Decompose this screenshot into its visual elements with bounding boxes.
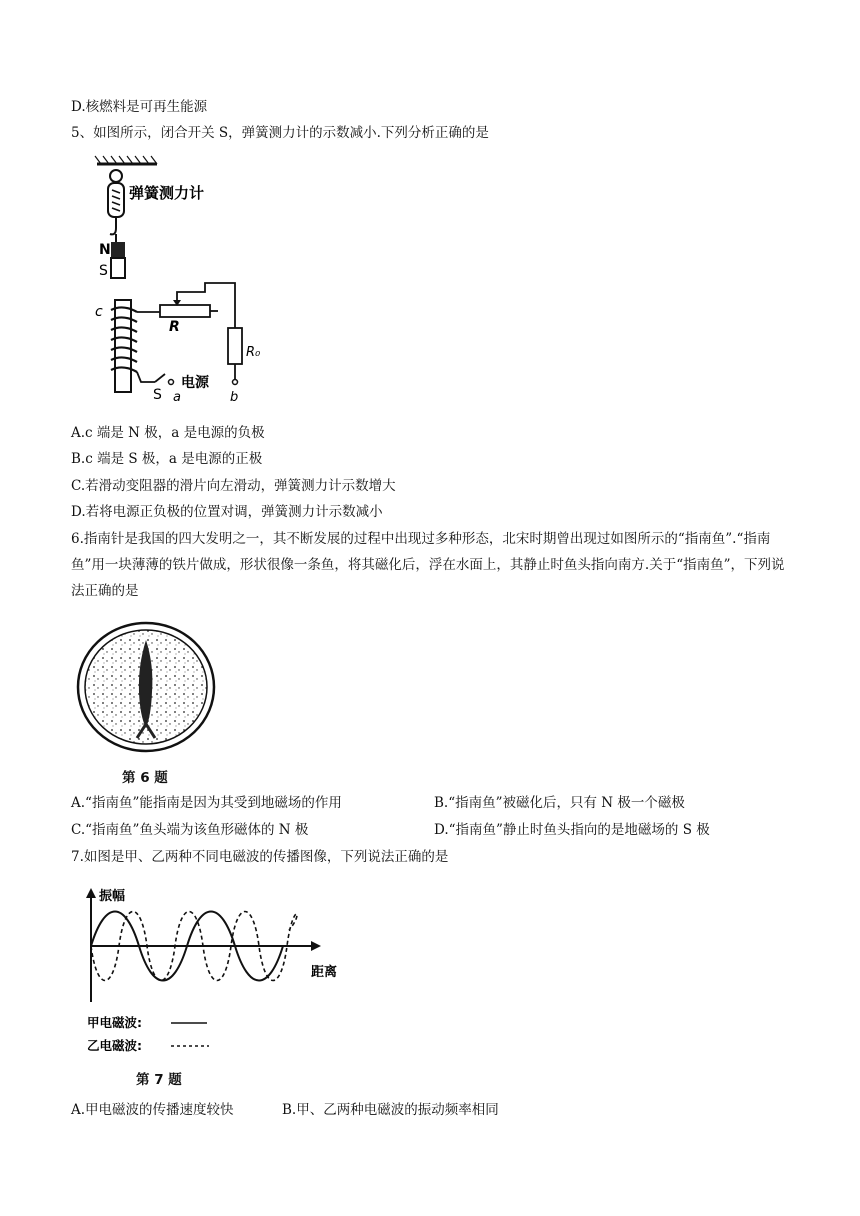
- q6-stem: 6.指南针是我国的四大发明之一，其不断发展的过程中出现过多种形态，北宋时期曾出现过如图所示的“指南鱼”.“指南鱼”用一块薄薄的铁片做成，形状很像一条鱼，将其磁化后，浮在水面上，其静止时鱼头指向南方.关于“指南鱼”，下列说法正确的是: [71, 531, 785, 599]
- q5-option-c: C.若滑动变阻器的滑片向左滑动，弹簧测力计示数增大: [71, 478, 396, 494]
- legend-yi: 乙电磁波:: [87, 1038, 142, 1053]
- q5-circuit-figure: [85, 150, 285, 410]
- q6-option-a: A.“指南鱼”能指南是因为其受到地磁场的作用: [71, 795, 342, 811]
- coil-end-c: c: [95, 304, 103, 320]
- q7-option-b: B.甲、乙两种电磁波的振动频率相同: [282, 1102, 499, 1118]
- q6-option-c: C.“指南鱼”鱼头端为该鱼形磁体的 N 极: [71, 822, 309, 838]
- spring-scale: [108, 183, 124, 217]
- q5-option-b: B.c 端是 S 极，a 是电源的正极: [71, 451, 263, 467]
- q7-option-a: A.甲电磁波的传播速度较快: [71, 1102, 234, 1118]
- q6-caption: 第 6 题: [122, 770, 168, 786]
- q7-stem: 7.如图是甲、乙两种不同电磁波的传播图像，下列说法正确的是: [71, 849, 449, 865]
- spring-scale-label: 弹簧测力计: [129, 184, 205, 202]
- q7-wave-figure: [75, 882, 345, 1062]
- switch-label: S: [153, 387, 162, 403]
- q6-option-b: B.“指南鱼”被磁化后，只有 N 极一个磁极: [434, 795, 685, 811]
- q7-caption: 第 7 题: [136, 1072, 182, 1088]
- terminal-b-label: b: [230, 390, 239, 405]
- rheostat: [160, 305, 210, 317]
- magnet-s-label: S: [99, 263, 108, 279]
- q4-option-d: D.核燃料是可再生能源: [71, 99, 208, 115]
- electromagnet-core: [115, 300, 131, 392]
- q5-option-d: D.若将电源正负极的位置对调，弹簧测力计示数减小: [71, 504, 383, 520]
- magnet-n-label: N: [99, 242, 111, 258]
- switch-s: [155, 374, 165, 382]
- resistor-label: R₀: [246, 345, 261, 360]
- q6-option-d: D.“指南鱼”静止时鱼头指向的是地磁场的 S 极: [434, 822, 710, 838]
- q5-option-a: A.c 端是 N 极，a 是电源的负极: [71, 425, 265, 441]
- q5-stem: 5、如图所示，闭合开关 S，弹簧测力计的示数减小.下列分析正确的是: [71, 125, 489, 141]
- y-axis-label: 振幅: [99, 889, 126, 904]
- power-label: 电源: [181, 375, 209, 391]
- x-axis-label: 距离: [311, 965, 338, 980]
- q6-compass-figure: [74, 620, 224, 760]
- terminal-a-label: a: [173, 390, 181, 405]
- resistor-r0: [228, 328, 242, 364]
- legend-jia: 甲电磁波:: [87, 1015, 142, 1030]
- rheostat-label: R: [169, 319, 180, 335]
